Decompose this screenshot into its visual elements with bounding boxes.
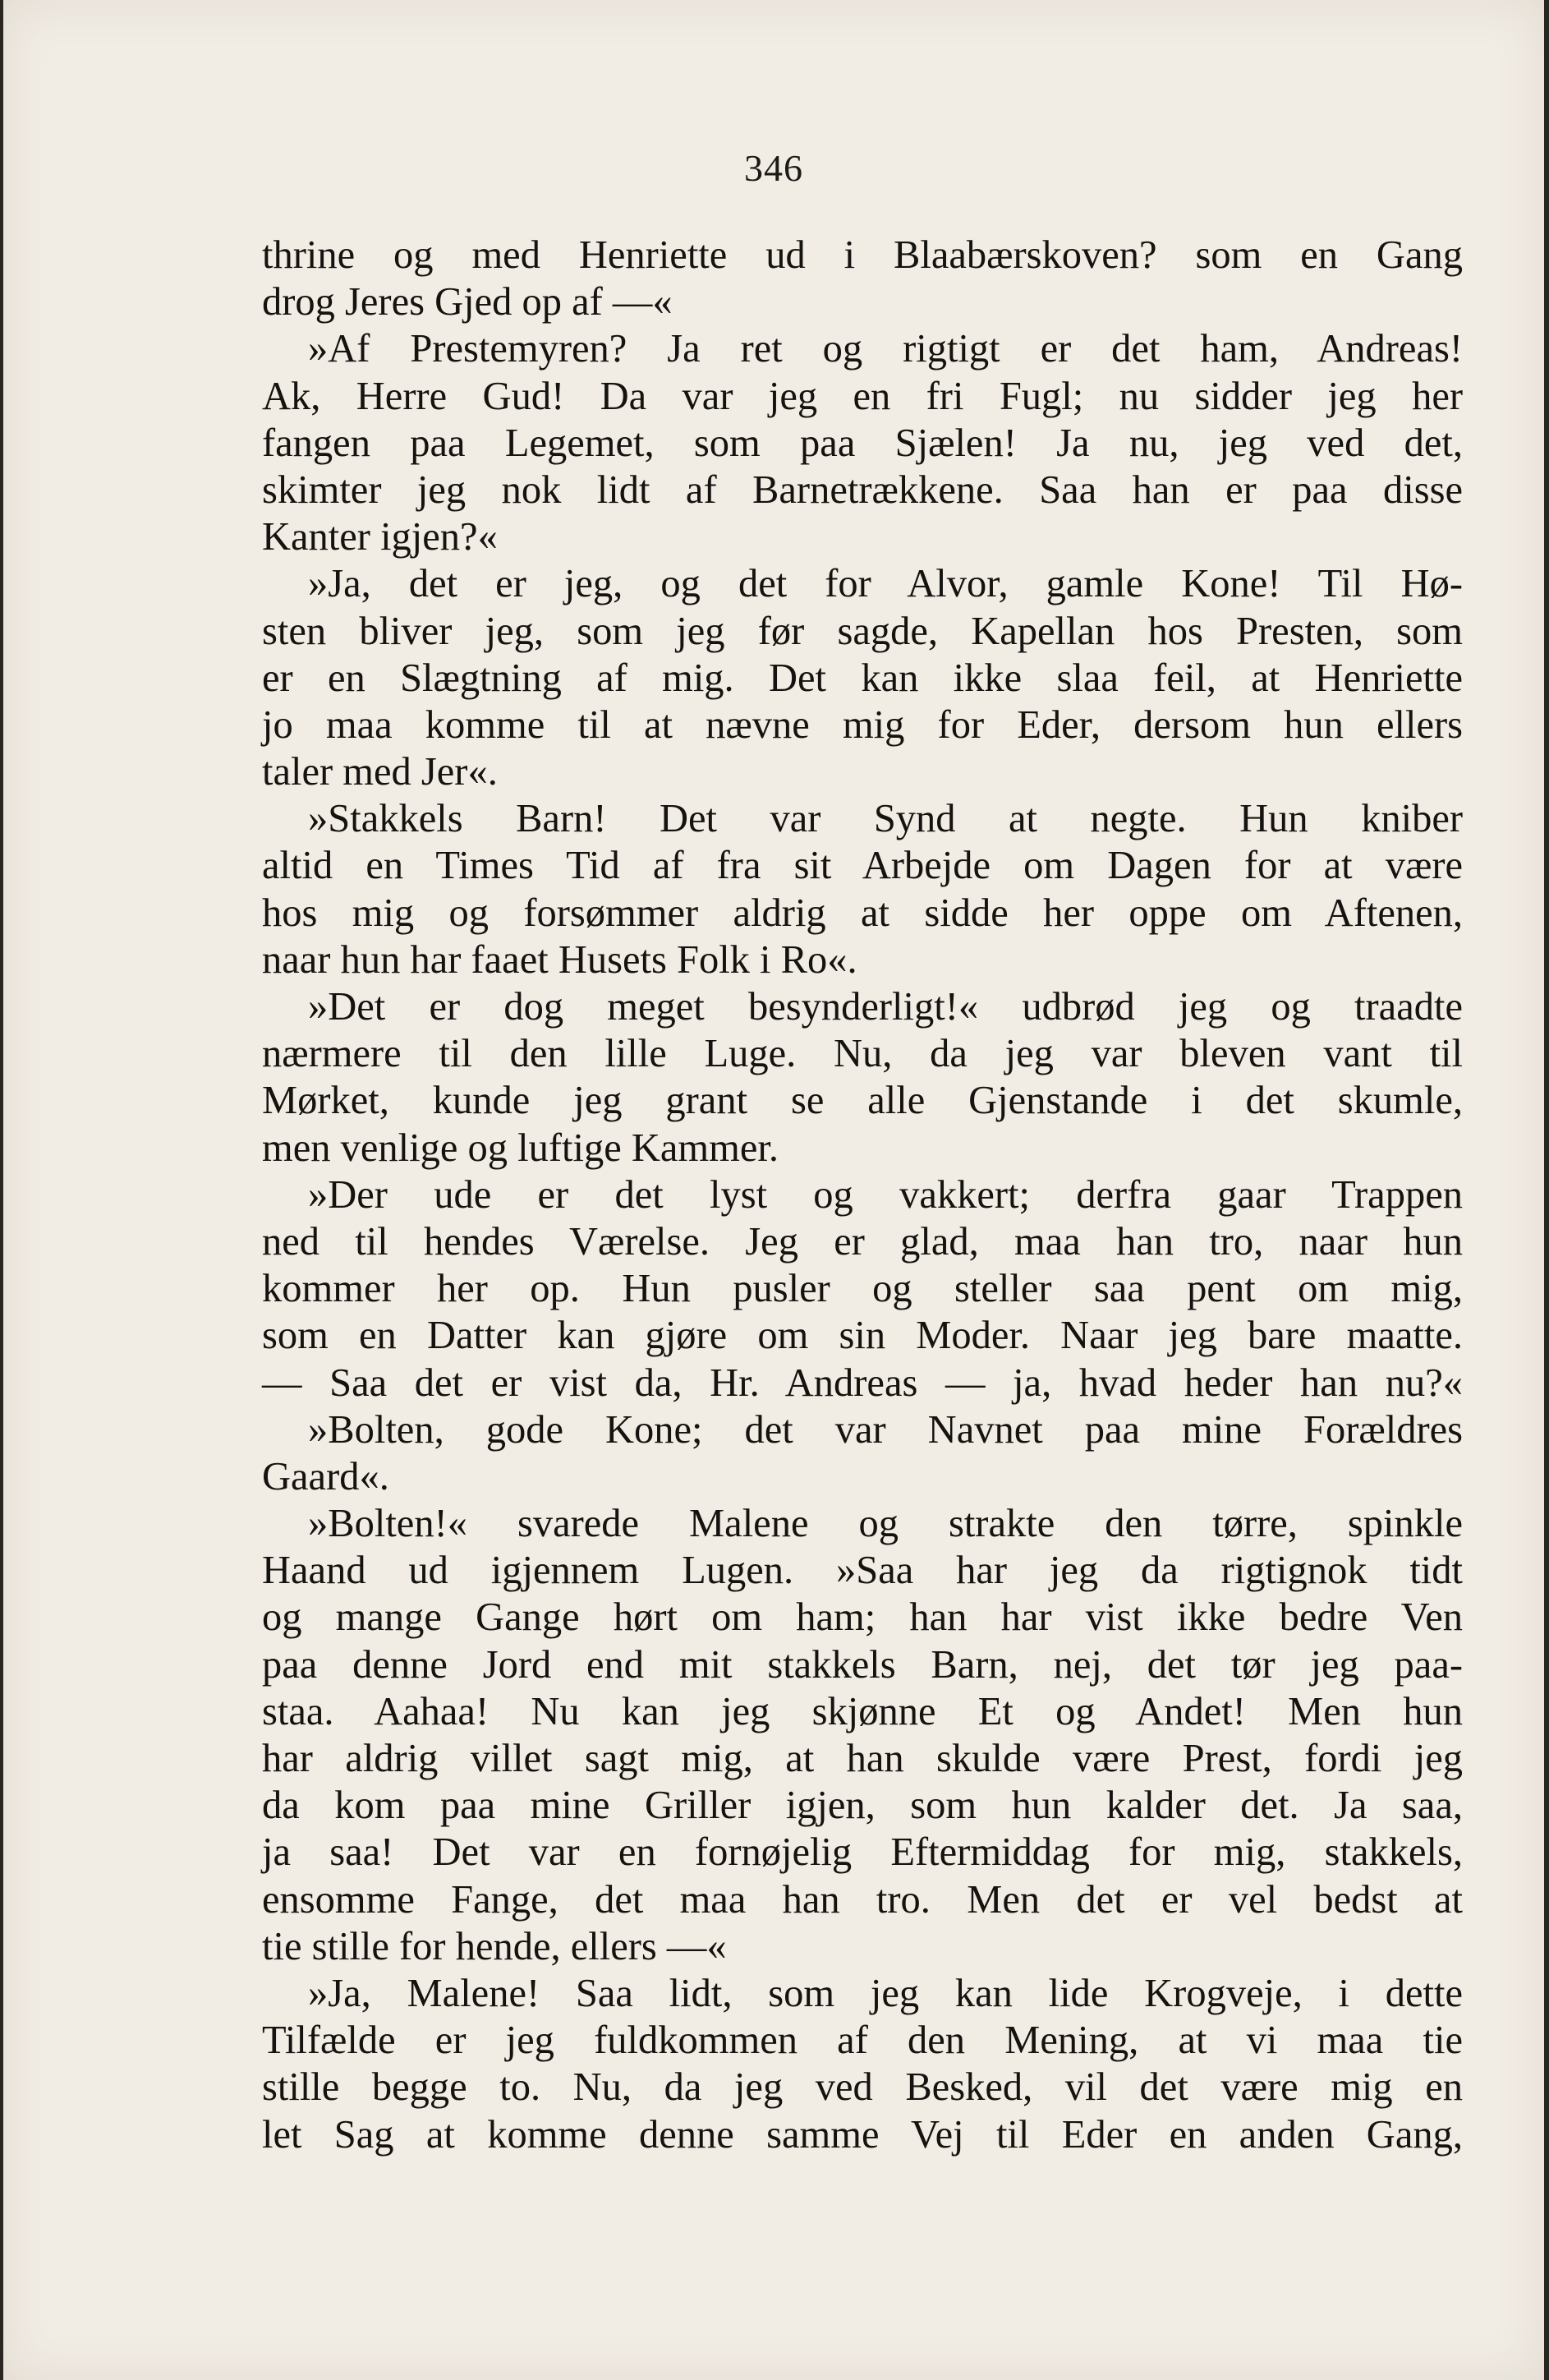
text-line: men venlige og luftige Kammer. [262,1126,779,1170]
text-line: Ak, Herre Gud! Da var jeg en fri Fugl; nu sidder jeg her [262,374,1463,418]
text-line: kommer her op. Hun pusler og steller saa pent om mig, [262,1267,1463,1311]
text-line: taler med Jer«. [262,750,498,794]
text-line: altid en Times Tid af fra sit Arbejde om Dagen for at være [262,844,1463,888]
text-line: tie stille for hende, ellers —« [262,1924,727,1968]
text-line: Haand ud igjennem Lugen. »Saa har jeg da rigtignok tidt [262,1549,1463,1593]
text-line: Tilfælde er jeg fuldkommen af den Mening, at vi maa tie [262,2019,1463,2063]
text-line: da kom paa mine Griller igjen, som hun kalder det. Ja saa, [262,1784,1463,1828]
text-line: som en Datter kan gjøre om sin Moder. Naar jeg bare maatte. [262,1314,1463,1358]
text-line: nærmere til den lille Luge. Nu, da jeg var bleven vant til [262,1032,1463,1076]
text-line: »Ja, Malene! Saa lidt, som jeg kan lide Krogveje, i dette [308,1971,1463,2015]
text-line: thrine og med Henriette ud i Blaabærskoven? som en Gang [262,233,1463,277]
text-line: »Af Prestemyren? Ja ret og rigtigt er det ham, Andreas! [308,327,1463,371]
text-line: Kanter igjen?« [262,515,498,559]
text-line: ensomme Fange, det maa han tro. Men det er vel bedst at [262,1877,1463,1922]
text-line: Gaard«. [262,1454,389,1498]
book-page [3,0,1544,2380]
text-line: »Stakkels Barn! Det var Synd at negte. Hun kniber [308,797,1463,841]
text-line: stille begge to. Nu, da jeg ved Besked, vil det være mig en [262,2065,1463,2110]
body-text [262,232,1463,2158]
text-line: er en Slægtning af mig. Det kan ikke slaa feil, at Henriette [262,656,1463,700]
text-line: »Bolten, gode Kone; det var Navnet paa mine Forældres [308,1407,1463,1452]
text-line: har aldrig villet sagt mig, at han skulde være Prest, fordi jeg [262,1737,1463,1780]
text-line: »Bolten!« svarede Malene og strakte den tørre, spinkle [308,1502,1463,1546]
text-line: hos mig og forsømmer aldrig at sidde her oppe om Aftenen, [262,891,1463,935]
text-line: ned til hendes Værelse. Jeg er glad, maa han tro, naar hun [262,1219,1463,1264]
text-line: Mørket, kunde jeg grant se alle Gjenstande i det skumle, [262,1079,1463,1123]
text-line: fangen paa Legemet, som paa Sjælen! Ja nu, jeg ved det, [262,421,1463,465]
text-line: ja saa! Det var en fornøjelig Eftermiddag for mig, stakkels, [262,1830,1463,1875]
text-line: paa denne Jord end mit stakkels Barn, nej, det tør jeg paa- [262,1642,1463,1687]
page-number: 346 [744,147,803,189]
text-line: »Det er dog meget besynderligt!« udbrød jeg og traadte [308,985,1463,1029]
text-line: drog Jeres Gjed op af —« [262,280,673,325]
text-line: »Ja, det er jeg, og det for Alvor, gamle Kone! Til Hø- [308,562,1463,606]
text-line: let Sag at komme denne samme Vej til Eder en anden Gang, [262,2112,1463,2157]
text-line: og mange Gange hørt om ham; han har vist ikke bedre Ven [262,1595,1463,1640]
text-line: »Der ude er det lyst og vakkert; derfra gaar Trappen [308,1172,1463,1217]
text-line: skimter jeg nok lidt af Barnetrækkene. Saa han er paa disse [262,467,1463,512]
text-line: sten bliver jeg, som jeg før sagde, Kapellan hos Presten, som [262,609,1463,653]
text-line: jo maa komme til at nævne mig for Eder, dersom hun ellers [262,702,1463,747]
text-line: staa. Aahaa! Nu kan jeg skjønne Et og Andet! Men hun [262,1689,1463,1733]
text-line: naar hun har faaet Husets Folk i Ro«. [262,937,857,982]
text-line: — Saa det er vist da, Hr. Andreas — ja, hvad heder han nu?« [262,1360,1463,1405]
